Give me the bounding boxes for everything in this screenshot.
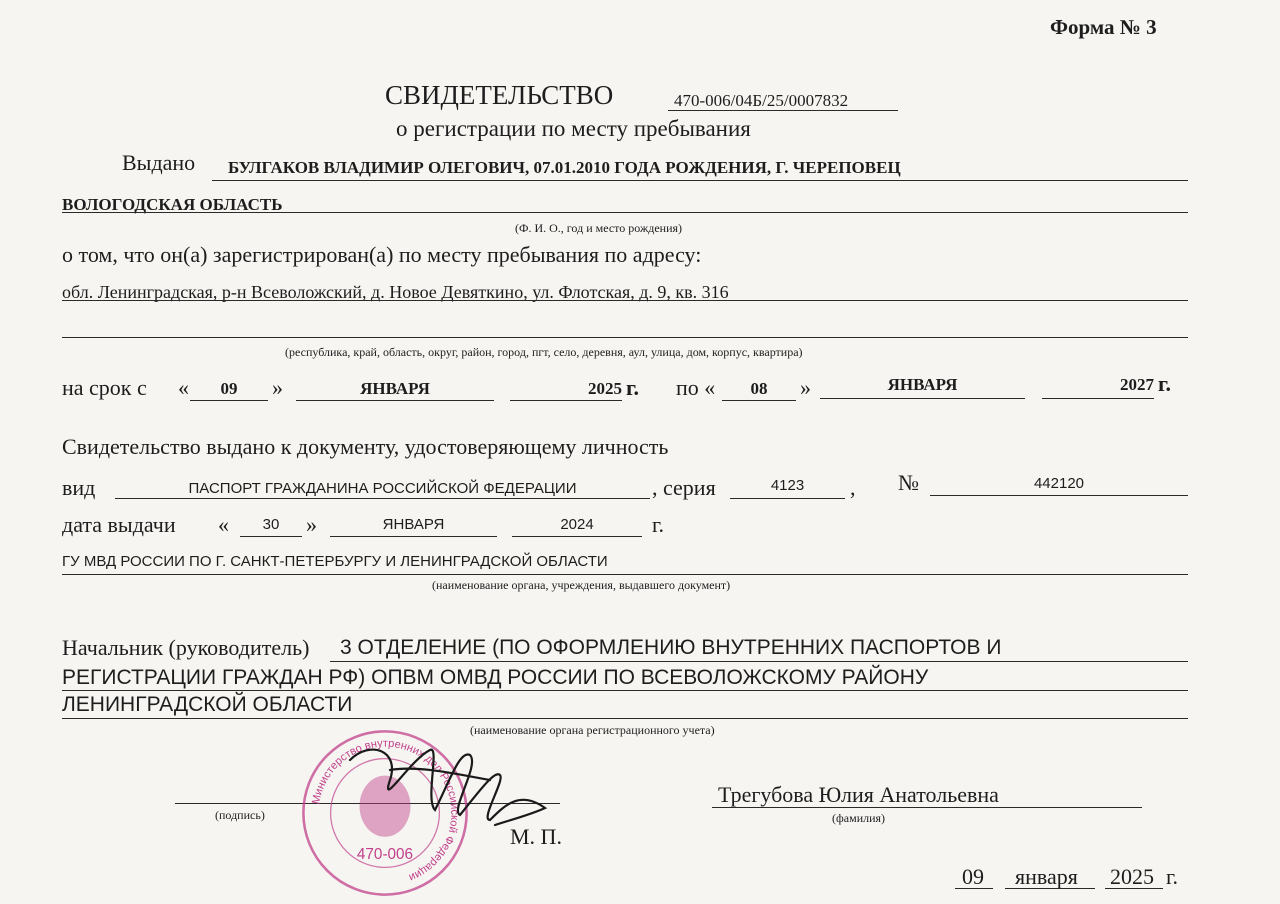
holder-name: БУЛГАКОВ ВЛАДИМИР ОЛЕГОВИЧ, 07.01.2010 ГОДА РОЖДЕНИЯ, Г. ЧЕРЕПОВЕЦ <box>228 158 901 177</box>
issuer-caption: (наименование органа, учреждения, выдавшего документ) <box>432 578 731 592</box>
line <box>1005 888 1095 889</box>
quote: « <box>218 512 229 537</box>
line <box>1042 398 1154 399</box>
reg-authority-line3: ЛЕНИНГРАДСКОЙ ОБЛАСТИ <box>62 693 353 716</box>
line <box>212 180 1188 181</box>
issue-year: 2024 <box>560 516 594 533</box>
date-year: 2025 <box>1110 864 1154 889</box>
official-name: Трегубова Юлия Анатольевна <box>718 782 999 807</box>
number-underline <box>668 110 898 111</box>
line <box>296 400 494 401</box>
line <box>240 536 302 537</box>
quote: » <box>272 375 283 400</box>
line <box>62 574 1188 575</box>
name-caption: (фамилия) <box>832 811 886 825</box>
year-suffix: г. <box>626 375 640 400</box>
line <box>722 400 796 401</box>
doc-type: ПАСПОРТ ГРАЖДАНИНА РОССИЙСКОЙ ФЕДЕРАЦИИ <box>188 480 577 497</box>
line <box>510 400 622 401</box>
document-intro: Свидетельство выдано к документу, удостоверяющему личность <box>62 434 669 459</box>
reg-authority-line2: РЕГИСТРАЦИИ ГРАЖДАН РФ) ОПВМ ОМВД РОССИИ ПО ВСЕВОЛОЖСКОМУ РАЙОНУ <box>62 666 929 689</box>
from-day: 09 <box>220 379 238 398</box>
holder-region: ВОЛОГОДСКАЯ ОБЛАСТЬ <box>62 195 283 214</box>
form-label: Форма № 3 <box>1050 15 1157 39</box>
quote: » <box>306 512 317 537</box>
number-label: № <box>898 470 919 495</box>
signature-caption: (подпись) <box>215 808 265 822</box>
line <box>330 661 1188 662</box>
line <box>712 807 1142 808</box>
to-month: ЯНВАРЯ <box>887 375 958 394</box>
line <box>1105 888 1163 889</box>
date-month: января <box>1015 864 1078 889</box>
line <box>62 337 1188 338</box>
line <box>330 536 497 537</box>
issued-to-label: Выдано <box>122 150 196 175</box>
issue-date-label: дата выдачи <box>62 512 176 537</box>
seal-label: М. П. <box>510 824 562 849</box>
line <box>820 398 1025 399</box>
certificate-number: 470-006/04Б/25/0007832 <box>674 91 849 110</box>
address-value: обл. Ленинградская, р-н Всеволожский, д. Новое Девяткино, ул. Флотская, д. 9, кв. 316 <box>62 282 729 302</box>
to-day: 08 <box>750 379 768 398</box>
line <box>730 498 845 499</box>
head-label: Начальник (руководитель) <box>62 635 310 660</box>
to-year: 2027 <box>1120 375 1154 394</box>
line <box>955 888 993 889</box>
address-caption: (республика, край, область, округ, район, город, пгт, село, деревня, аул, улица, дом, корпус, квартира) <box>285 345 803 359</box>
document-title: СВИДЕТЕЛЬСТВО <box>385 80 614 110</box>
line <box>62 718 1188 719</box>
issue-day: 30 <box>262 516 280 533</box>
line <box>62 690 1188 691</box>
to-label: по « <box>676 375 716 400</box>
doc-type-label: вид <box>62 475 96 500</box>
line <box>62 212 1188 213</box>
series-label: , серия <box>652 475 716 500</box>
doc-number: 442120 <box>1033 475 1085 492</box>
date-day: 09 <box>962 864 984 889</box>
from-year: 2025 <box>588 379 622 398</box>
line <box>115 498 650 499</box>
quote: « <box>178 375 189 400</box>
doc-issuer: ГУ МВД РОССИИ ПО Г. САНКТ-ПЕТЕРБУРГУ И ЛЕНИНГРАДСКОЙ ОБЛАСТИ <box>62 553 608 570</box>
handwritten-signature <box>330 720 560 840</box>
fio-caption: (Ф. И. О., год и место рождения) <box>515 221 683 235</box>
quote: » <box>800 375 811 400</box>
reg-authority-line1: 3 ОТДЕЛЕНИЕ (ПО ОФОРМЛЕНИЮ ВНУТРЕННИХ ПАСПОРТОВ И <box>340 636 1002 659</box>
stamp-code: 470-006 <box>356 845 414 863</box>
line <box>190 400 268 401</box>
year-suffix: г. <box>652 512 665 537</box>
date-suffix: г. <box>1166 864 1179 889</box>
year-suffix: г. <box>1158 371 1172 396</box>
from-month: ЯНВАРЯ <box>360 379 430 398</box>
period-label: на срок с <box>62 375 147 400</box>
stamp-ring-text: Министерство внутренних дел Российской Федерации <box>310 737 461 884</box>
line <box>512 536 642 537</box>
line <box>62 300 1188 301</box>
line <box>930 495 1188 496</box>
comma: , <box>850 475 856 500</box>
address-intro: о том, что он(а) зарегистрирован(а) по месту пребывания по адресу: <box>62 242 702 267</box>
issue-month: ЯНВАРЯ <box>382 516 445 533</box>
doc-series: 4123 <box>770 477 805 494</box>
reg-authority-caption: (наименование органа регистрационного учета) <box>470 723 715 737</box>
document-subtitle: о регистрации по месту пребывания <box>396 116 751 141</box>
